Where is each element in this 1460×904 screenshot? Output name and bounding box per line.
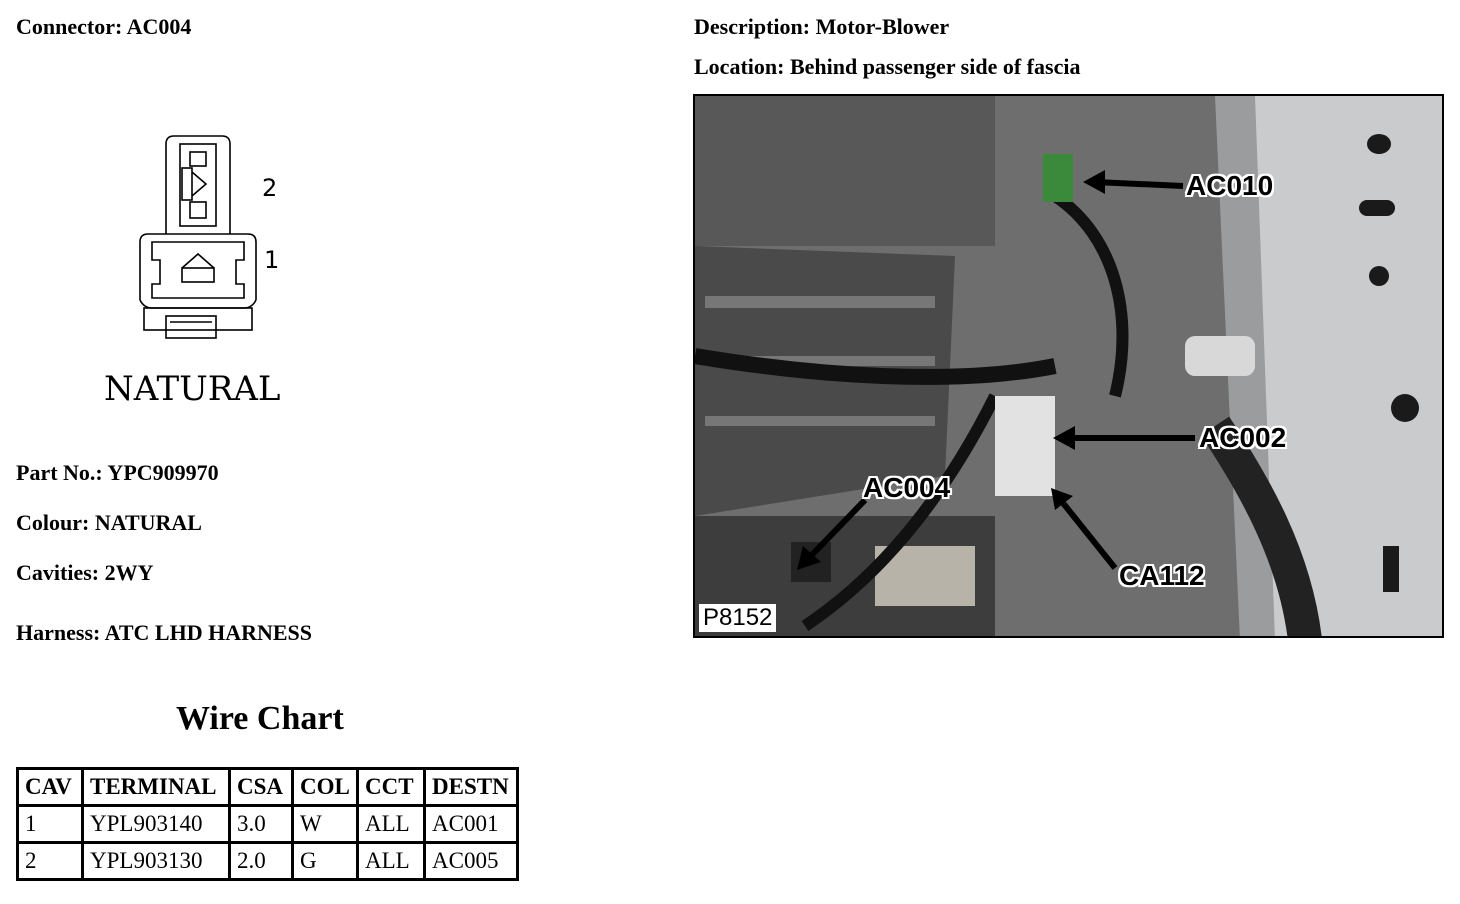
column-header: CAV xyxy=(18,769,83,806)
wire-chart-title: Wire Chart xyxy=(176,700,344,737)
callout-ac004: AC004 xyxy=(863,472,951,503)
table-cell: ALL xyxy=(358,806,425,843)
column-header: COL xyxy=(293,769,358,806)
photo-id-label: P8152 xyxy=(699,604,776,632)
connector-label: Connector: AC004 xyxy=(16,14,192,39)
harness: Harness: ATC LHD HARNESS xyxy=(16,620,313,645)
cavities: Cavities: 2WY xyxy=(16,560,154,585)
wire-chart-table xyxy=(16,767,519,881)
column-header: CCT xyxy=(358,769,425,806)
description-label: Description: Motor-Blower xyxy=(694,14,950,39)
callout-ca112: CA112 xyxy=(1119,560,1205,591)
table-cell: 3.0 xyxy=(230,806,293,843)
colour: Colour: NATURAL xyxy=(16,510,202,535)
column-header: CSA xyxy=(230,769,293,806)
part-number: Part No.: YPC909970 xyxy=(16,460,219,485)
location-photo xyxy=(693,94,1444,638)
table-cell: YPL903130 xyxy=(83,843,230,880)
table-cell: G xyxy=(293,843,358,880)
column-header: DESTN xyxy=(425,769,518,806)
column-header: TERMINAL xyxy=(83,769,230,806)
pin-1-label: 1 xyxy=(264,246,280,274)
pin-2-label: 2 xyxy=(262,174,278,202)
table-cell: YPL903140 xyxy=(83,806,230,843)
table-row xyxy=(18,806,518,843)
callout-ac002: AC002 xyxy=(1199,422,1287,453)
table-cell: W xyxy=(293,806,358,843)
connector-face-diagram xyxy=(96,130,306,410)
location-label: Location: Behind passenger side of fascia xyxy=(694,54,1081,79)
table-header-row xyxy=(18,769,518,806)
table-cell: 2.0 xyxy=(230,843,293,880)
table-row xyxy=(18,843,518,880)
table-cell: 2 xyxy=(18,843,83,880)
table-cell: AC001 xyxy=(425,806,518,843)
photo-illustration xyxy=(695,96,1444,638)
connector-colour-label: NATURAL xyxy=(104,369,281,409)
table-cell: 1 xyxy=(18,806,83,843)
table-cell: ALL xyxy=(358,843,425,880)
table-cell: AC005 xyxy=(425,843,518,880)
callout-ac010: AC010 xyxy=(1186,170,1274,201)
